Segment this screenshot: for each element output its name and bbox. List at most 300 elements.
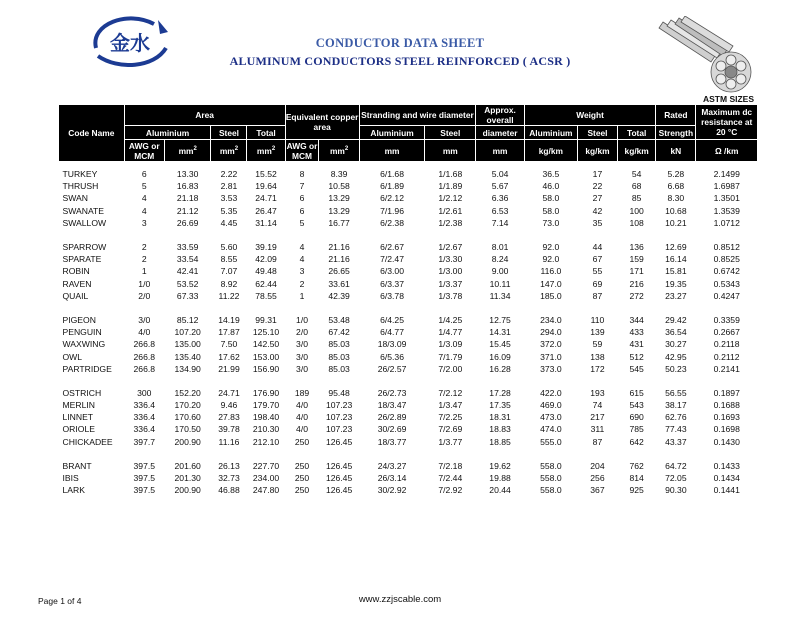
code-name-cell: SPARROW [62,242,107,253]
value-cell: 227.70 [252,460,280,471]
col-weight-steel: Steel [577,126,617,140]
code-name-cell: SWAN [62,193,88,204]
value-cell: 0.5343 [713,278,740,289]
value-cell: 22 [592,181,603,192]
value-cell: 200.90 [174,436,201,447]
value-cell: 62.44 [255,278,277,289]
value-cell: 58.0 [542,193,560,204]
value-cell: 147.0 [540,278,562,289]
value-cell: 87 [592,436,603,447]
value-cell: 615 [629,387,644,398]
table-row [59,253,758,265]
value-cell: 35 [592,217,603,228]
value-cell: 210.30 [252,424,280,435]
value-cell: 8.24 [491,254,509,265]
code-name-cell: ORIOLE [62,424,95,435]
table-row [59,168,758,180]
value-cell: 5.35 [220,205,238,216]
value-cell: 142.50 [252,339,280,350]
value-cell: 1/4.77 [438,327,463,338]
code-name-cell: LINNET [62,412,94,423]
value-cell: 1/3.77 [438,436,463,447]
code-name-cell: QUAIL [62,290,89,301]
col-diameter: diameter [476,126,525,140]
value-cell: 1/3.37 [438,278,463,289]
col-area-aluminium: Aluminium [124,126,211,140]
value-cell: 6/2.67 [380,242,404,253]
value-cell: 153.00 [252,351,280,362]
value-cell: 126.45 [325,485,353,496]
value-cell: 170.50 [174,424,201,435]
value-cell: 11.16 [218,436,240,447]
value-cell: 19.35 [665,278,687,289]
value-cell: 344 [629,314,644,325]
code-name-cell: OSTRICH [62,387,102,398]
value-cell: 12.69 [665,242,687,253]
value-cell: 6 [299,205,305,216]
value-cell: 8.92 [220,278,238,289]
value-cell: 1.3539 [713,205,740,216]
value-cell: 545 [629,363,644,374]
value-cell: 250 [294,436,310,447]
value-cell: 1/2.67 [438,242,463,253]
code-name-cell: TURKEY [62,169,98,180]
value-cell: 0.8525 [713,254,740,265]
table-row [59,363,758,375]
code-name-cell: OWL [62,351,83,362]
value-cell: 2 [141,254,147,265]
value-cell: 0.1434 [713,473,740,484]
unit-mm2: $mm^2$ [319,140,359,162]
value-cell: 27.83 [218,412,240,423]
value-cell: 5.60 [220,242,238,253]
col-stranding: Stranding and wire diameter [359,105,475,126]
value-cell: 6/1.68 [380,169,404,180]
value-cell: 68 [631,181,642,192]
value-cell: 762 [629,460,644,471]
unit-awg: AWG or MCM [286,140,318,161]
col-strand-steel: Steel [425,126,476,140]
col-equivalent: Equivalent copper area [285,105,359,140]
value-cell: 19.64 [255,181,277,192]
value-cell: 58.0 [542,205,560,216]
value-cell: 8.01 [491,242,509,253]
value-cell: 85.03 [328,339,350,350]
value-cell: 0.2141 [713,363,740,374]
value-cell: 85.12 [176,314,199,325]
value-cell: 372.0 [540,339,562,350]
sheet-subtitle: ALUMINUM CONDUCTORS STEEL REINFORCED ( ACSR ) [229,54,571,68]
value-cell: 6/3.37 [380,278,404,289]
value-cell: 785 [629,424,644,435]
value-cell: 6.68 [667,181,685,192]
value-cell: 3/0 [296,363,308,374]
value-cell: 18/3.77 [377,436,407,447]
value-cell: 0.4247 [713,290,740,301]
group-spacer [59,448,758,460]
value-cell: 138 [590,351,605,362]
value-cell: 189 [294,387,310,398]
value-cell: 126.45 [325,473,353,484]
value-cell: 5.28 [667,169,685,180]
value-cell: 29.42 [665,314,687,325]
value-cell: 33.59 [176,242,199,253]
cable-illustration [655,16,755,94]
value-cell: 2/0 [138,290,151,301]
code-name-cell: MERLIN [62,400,95,411]
value-cell: 10.58 [328,181,350,192]
value-cell: 469.0 [540,400,562,411]
value-cell: 216 [629,278,644,289]
value-cell: 0.1433 [713,460,740,471]
value-cell: 30/2.92 [377,485,407,496]
value-cell: 74 [592,400,603,411]
value-cell: 135.40 [174,351,201,362]
value-cell: 18.85 [489,436,511,447]
value-cell: 4 [141,193,147,204]
value-cell: 46.0 [542,181,560,192]
value-cell: 20.44 [489,485,511,496]
logo-text: 金水 [110,31,150,55]
value-cell: 294.0 [540,327,562,338]
value-cell: 925 [629,485,644,496]
value-cell: 642 [629,436,644,447]
value-cell: 17.62 [218,351,240,362]
value-cell: 250 [294,460,310,471]
table-row [59,338,758,350]
value-cell: 19.88 [489,473,511,484]
value-cell: 2 [141,242,147,253]
value-cell: 7.50 [220,339,238,350]
value-cell: 26/2.73 [377,387,407,398]
value-cell: 204 [590,460,605,471]
value-cell: 32.73 [218,473,240,484]
value-cell: 67.33 [176,290,199,301]
value-cell: 3 [141,217,147,228]
unit-kgkm: kg/km [577,140,617,162]
value-cell: 16.83 [176,181,199,192]
value-cell: 78.55 [255,290,277,301]
code-name-cell: IBIS [62,473,79,484]
value-cell: 1/1.68 [438,169,463,180]
value-cell: 193 [590,387,605,398]
value-cell: 1/1.89 [438,181,463,192]
table-row [59,180,758,192]
value-cell: 7/2.44 [438,473,463,484]
value-cell: 14.31 [489,327,511,338]
value-cell: 4.45 [220,217,238,228]
value-cell: 21.12 [176,205,199,216]
value-cell: 107.23 [325,412,353,423]
value-cell: 12.75 [489,314,511,325]
value-cell: 9.00 [491,266,509,277]
value-cell: 170.20 [174,400,201,411]
value-cell: 139 [590,327,605,338]
value-cell: 1 [299,290,305,301]
page-number: Page 1 of 4 [38,596,82,606]
value-cell: 1/0 [138,278,151,289]
table-row [59,241,758,253]
value-cell: 0.3359 [713,314,740,325]
value-cell: 6/3.00 [380,266,404,277]
table-row [59,484,758,496]
value-cell: 67.42 [328,327,350,338]
table-row [59,314,758,326]
value-cell: 1/3.30 [438,254,463,265]
value-cell: 474.0 [540,424,562,435]
value-cell: 4 [141,205,147,216]
value-cell: 13.29 [328,193,350,204]
table-row [59,436,758,448]
value-cell: 42.09 [255,254,277,265]
value-cell: 397.7 [133,436,156,447]
value-cell: 3.53 [220,193,238,204]
value-cell: 201.30 [174,473,201,484]
value-cell: 50.23 [665,363,687,374]
value-cell: 3/0 [296,339,308,350]
value-cell: 371.0 [540,351,562,362]
value-cell: 42.39 [328,290,350,301]
value-cell: 100 [629,205,644,216]
value-cell: 266.8 [133,363,156,374]
value-cell: 5.04 [491,169,509,180]
value-cell: 72.05 [665,473,687,484]
value-cell: 14.19 [218,314,240,325]
value-cell: 90.30 [665,485,687,496]
code-name-cell: BRANT [62,460,92,471]
value-cell: 33.54 [176,254,199,265]
col-weight-aluminium: Aluminium [524,126,577,140]
value-cell: 108 [629,217,644,228]
value-cell: 92.0 [542,242,560,253]
value-cell: 422.0 [540,387,562,398]
value-cell: 272 [629,290,644,301]
code-name-cell: PARTRIDGE [62,363,112,374]
value-cell: 16.09 [489,351,511,362]
unit-kgkm: kg/km [618,140,656,162]
value-cell: 2/0 [296,327,308,338]
value-cell: 6/4.25 [380,314,404,325]
value-cell: 85.03 [328,363,350,374]
value-cell: 8.55 [220,254,238,265]
value-cell: 18/3.09 [377,339,407,350]
col-max-resistance: Maximum dc resistance at 20 °C [696,105,758,140]
value-cell: 15.81 [665,266,687,277]
value-cell: 7/2.47 [380,254,404,265]
table-row [59,205,758,217]
value-cell: 6.53 [491,205,509,216]
value-cell: 172 [590,363,605,374]
value-cell: 26.65 [328,266,350,277]
value-cell: 397.5 [133,485,156,496]
code-name-cell: THRUSH [62,181,99,192]
value-cell: 1/4.25 [438,314,463,325]
value-cell: 1 [141,266,147,277]
col-rated: Rated [656,105,696,126]
value-cell: 13.30 [176,169,199,180]
value-cell: 99.31 [255,314,277,325]
value-cell: 19.62 [489,460,511,471]
astm-sizes-label: ASTM SIZES [703,94,755,104]
value-cell: 21.99 [218,363,240,374]
value-cell: 26/3.14 [377,473,407,484]
value-cell: 6/2.38 [380,217,404,228]
value-cell: 171 [629,266,644,277]
value-cell: 250 [294,485,310,496]
value-cell: 0.1897 [713,387,740,398]
table-row [59,460,758,472]
value-cell: 1/2.12 [438,193,463,204]
group-spacer [59,302,758,314]
code-name-cell: CHICKADEE [62,436,113,447]
value-cell: 4/0 [296,412,308,423]
value-cell: 7.14 [491,217,509,228]
value-cell: 0.1441 [713,485,740,496]
value-cell: 159 [629,254,644,265]
unit-mm2: $mm^2$ [247,140,285,162]
value-cell: 26.13 [218,460,240,471]
value-cell: 311 [590,424,605,435]
table-row [59,472,758,484]
value-cell: 4 [299,242,305,253]
value-cell: 431 [629,339,644,350]
value-cell: 336.4 [133,424,156,435]
code-name-cell: LARK [62,485,85,496]
value-cell: 212.10 [252,436,280,447]
website-url: www.zzjscable.com [358,594,442,605]
value-cell: 24.71 [255,193,277,204]
value-cell: 23.27 [665,290,687,301]
unit-mm: mm [359,140,425,162]
value-cell: 134.90 [174,363,201,374]
value-cell: 16.77 [328,217,350,228]
value-cell: 512 [629,351,644,362]
col-strand-aluminium: Aluminium [359,126,425,140]
group-spacer [59,229,758,241]
value-cell: 256 [590,473,605,484]
value-cell: 10.11 [489,278,511,289]
value-cell: 126.45 [325,436,353,447]
value-cell: 13.29 [328,205,350,216]
value-cell: 2.1499 [713,169,740,180]
value-cell: 21.16 [328,254,350,265]
value-cell: 62.76 [665,412,687,423]
value-cell: 77.43 [665,424,687,435]
value-cell: 1/3.47 [438,400,463,411]
value-cell: 17 [592,169,603,180]
value-cell: 0.2112 [713,351,740,362]
value-cell: 46.88 [218,485,240,496]
value-cell: 156.90 [252,363,280,374]
table-row [59,278,758,290]
value-cell: 179.70 [252,400,280,411]
value-cell: 36.54 [665,327,687,338]
value-cell: 42.41 [176,266,199,277]
code-name-cell: PENGUIN [62,327,102,338]
value-cell: 0.1698 [713,424,740,435]
value-cell: 38.17 [665,400,687,411]
value-cell: 26/2.57 [377,363,407,374]
value-cell: 8.30 [667,193,685,204]
value-cell: 64.72 [665,460,687,471]
value-cell: 367 [590,485,605,496]
value-cell: 555.0 [540,436,562,447]
value-cell: 152.20 [174,387,201,398]
value-cell: 6/5.36 [380,351,404,362]
value-cell: 16.28 [489,363,511,374]
value-cell: 85.03 [328,351,350,362]
value-cell: 85 [631,193,642,204]
value-cell: 10.68 [665,205,687,216]
value-cell: 266.8 [133,351,156,362]
value-cell: 814 [629,473,644,484]
col-weight-total: Total [618,126,656,140]
col-area: Area [124,105,285,126]
code-name-cell: ROBIN [62,266,90,277]
sheet-title: CONDUCTOR DATA SHEET [315,36,485,50]
col-weight: Weight [524,105,655,126]
value-cell: 18/3.47 [377,400,407,411]
value-cell: 73.0 [542,217,560,228]
value-cell: 397.5 [133,473,156,484]
value-cell: 17.28 [489,387,511,398]
value-cell: 18.31 [489,412,511,423]
value-cell: 217 [590,412,605,423]
value-cell: 1/2.38 [438,217,463,228]
value-cell: 7 [299,181,305,192]
value-cell: 6/4.77 [380,327,404,338]
value-cell: 7/1.79 [438,351,463,362]
value-cell: 126.45 [325,460,353,471]
col-code-name: Code Name [59,105,125,162]
table-row [59,387,758,399]
value-cell: 0.6742 [713,266,740,277]
unit-mm: mm [425,140,476,162]
value-cell: 397.5 [133,460,156,471]
value-cell: 3/0 [296,351,308,362]
value-cell: 5 [299,217,305,228]
value-cell: 136 [629,242,644,253]
code-name-cell: WAXWING [62,339,106,350]
value-cell: 4/0 [296,400,308,411]
value-cell: 69 [592,278,603,289]
value-cell: 39.19 [255,242,277,253]
table-row [59,423,758,435]
value-cell: 1.0712 [713,217,740,228]
value-cell: 1/3.78 [438,290,463,301]
table-row [59,350,758,362]
value-cell: 24/3.27 [377,460,407,471]
code-name-cell: SWANATE [62,205,105,216]
value-cell: 116.0 [540,266,562,277]
col-area-steel: Steel [211,126,247,140]
value-cell: 0.1693 [713,412,740,423]
value-cell: 690 [629,412,644,423]
value-cell: 27 [592,193,603,204]
unit-ohm: Ω /km [696,140,758,162]
value-cell: 543 [629,400,644,411]
table-row [59,411,758,423]
value-cell: 336.4 [133,412,156,423]
value-cell: 135.00 [174,339,201,350]
value-cell: 4/0 [138,327,151,338]
value-cell: 55 [592,266,603,277]
value-cell: 6/1.89 [380,181,404,192]
value-cell: 1/0 [296,314,308,325]
value-cell: 125.10 [252,327,280,338]
value-cell: 7/2.92 [438,485,463,496]
value-cell: 26.47 [255,205,277,216]
